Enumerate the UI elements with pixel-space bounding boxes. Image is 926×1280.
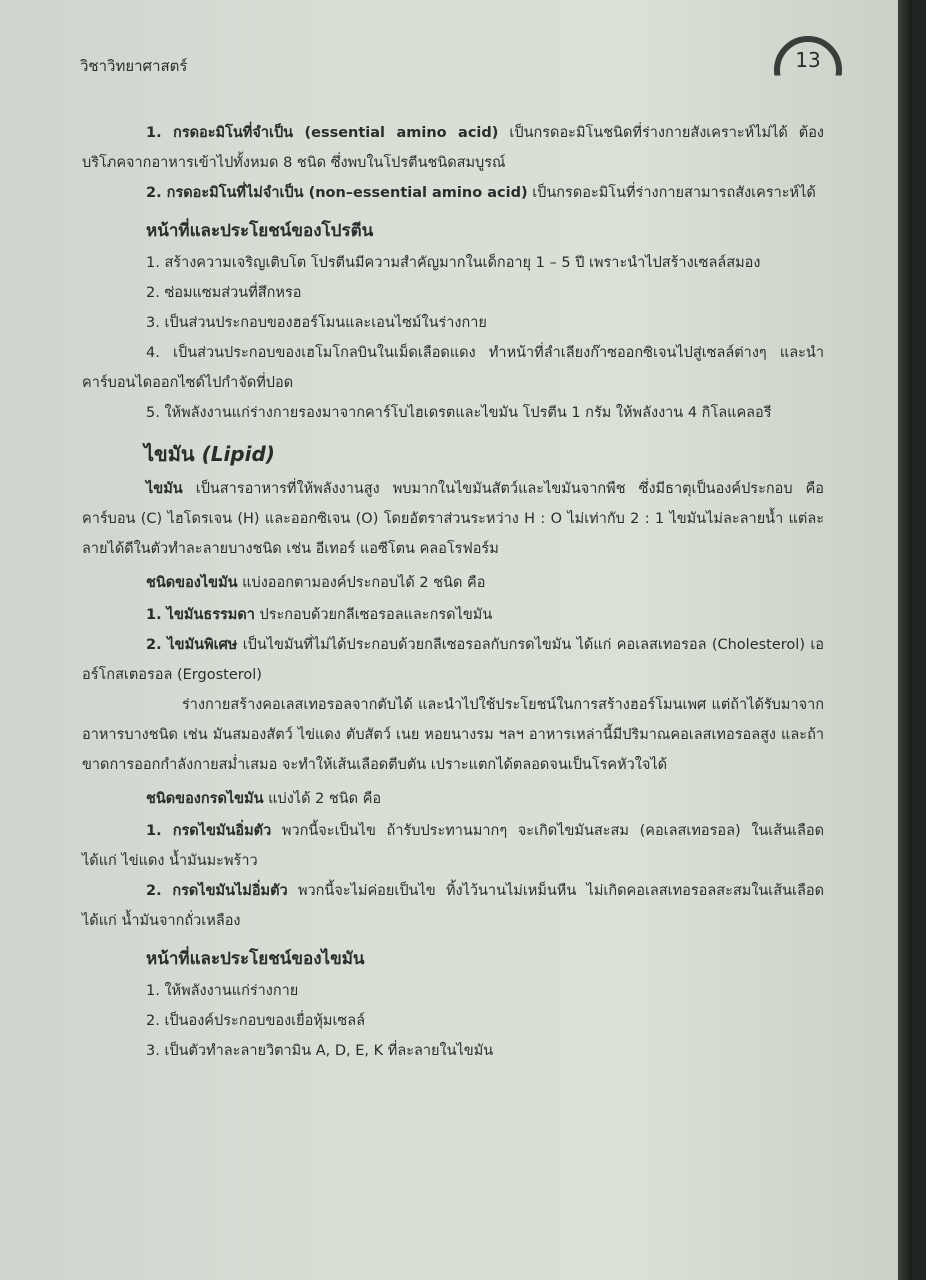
item-number: 2. (146, 185, 162, 201)
list-item: 1. สร้างความเจริญเติบโต โปรตีนมีความสำคัญมากในเด็กอายุ 1 – 5 ปี เพราะนำไปสร้างเซลล์สมอง (146, 255, 761, 271)
lipid-title-en: (Lipid) (201, 442, 275, 466)
intro-term: ไขมัน (146, 481, 183, 497)
item-text: พวกนี้จะไม่ค่อยเป็นไข ทิ้งไว้นานไม่เหม็นหืน ไม่เกิดคอเลสเทอรอลสะสมในเส้นเลือด ได้แก่ น้ำมันจากถั่วเหลือง (82, 883, 824, 929)
list-item: 2. ซ่อมแซมส่วนที่สึกหรอ (146, 285, 302, 301)
list-item: 3. เป็นส่วนประกอบของฮอร์โมนและเอนไซม์ในร่างกาย (146, 315, 487, 331)
item-number: 2. (146, 637, 162, 653)
item-term: ไขมันธรรมดา (166, 607, 255, 623)
lipid-title-th: ไขมัน (144, 442, 195, 466)
lipid-functions-heading: หน้าที่และประโยชน์ของไขมัน (146, 949, 365, 969)
list-item: 2. เป็นองค์ประกอบของเยื่อหุ้มเซลล์ (146, 1013, 366, 1029)
list-item: 4. เป็นส่วนประกอบของเฮโมโกลบินในเม็ดเลือดแดง ทำหน้าที่ลำเลียงก๊าซออกซิเจนไปสู่เซลล์ต่างๆ และนำคาร์บอนไดออกไซด์ไปกำจัดที่ปอด (82, 345, 824, 391)
book-binding-edge (898, 0, 912, 1280)
amino-acid-item-2 (82, 178, 824, 208)
list-item: 3. เป็นตัวทำละลายวิตามิน A, D, E, K ที่ละลายในไขมัน (146, 1043, 494, 1059)
item-term: ไขมันพิเศษ (167, 637, 238, 653)
item-number: 2. (146, 883, 162, 899)
item-number: 1. (146, 125, 162, 141)
list-item: 5. ให้พลังงานแก่ร่างกายรองมาจากคาร์โบไฮเดรตและไขมัน โปรตีน 1 กรัม ให้พลังงาน 4 กิโลแคลอรี (146, 405, 772, 421)
item-text: ประกอบด้วยกลีเซอรอลและกรดไขมัน (259, 607, 493, 623)
types-text: แบ่งออกตามองค์ประกอบได้ 2 ชนิด คือ (242, 575, 486, 591)
item-term: กรดอะมิโนที่ไม่จำเป็น (non–essential amino acid) (166, 185, 528, 201)
item-text: เป็นไขมันที่ไม่ได้ประกอบด้วยกลีเซอรอลกับกรดไขมัน ได้แก่ คอเลสเทอรอล (Cholesterol) เออร์โกสเตอรอล (Ergosterol) (82, 637, 824, 683)
amino-acid-item-1 (82, 118, 824, 178)
protein-functions-heading: หน้าที่และประโยชน์ของโปรตีน (146, 221, 374, 241)
subject-title: วิชาวิทยาศาสตร์ (80, 57, 188, 75)
lipid-title (144, 438, 824, 470)
fatty-heading: ชนิดของกรดไขมัน (146, 791, 264, 807)
fatty-acid-item-2 (82, 876, 824, 936)
item-term: กรดไขมันอิ่มตัว (172, 823, 272, 839)
page-header (80, 48, 850, 76)
item-text: เป็นกรดอะมิโนที่ร่างกายสามารถสังเคราะห์ได้ (532, 185, 816, 201)
cholesterol-paragraph: ร่างกายสร้างคอเลสเทอรอลจากตับได้ และนำไปใช้ประโยชน์ในการสร้างฮอร์โมนเพศ แต่ถ้าได้รับมาจากอาหารบางชนิด เช่น มันสมองสัตว์ ไข่แดง ตับสัตว์ เนย หอยนางรม ฯลฯ อาหารเหล่านี้มีปริมาณคอเลสเทอรอลสูง และถ้าขาดการออกกำลังกายสม่ำเสมอ จะทำให้เส้นเลือดตีบตัน เปราะแตกได้ตลอดจนเป็นโรคหัวใจได้ (82, 697, 824, 773)
page-number: 13 (795, 48, 821, 72)
item-number: 1. (146, 823, 162, 839)
fatty-acid-item-1 (82, 816, 824, 876)
fatty-text: แบ่งได้ 2 ชนิด คือ (268, 791, 382, 807)
item-term: กรดอะมิโนที่จำเป็น (essential amino acid) (173, 125, 499, 141)
list-item: 1. ให้พลังงานแก่ร่างกาย (146, 983, 299, 999)
lipid-type-1 (82, 600, 824, 630)
intro-text: เป็นสารอาหารที่ให้พลังงานสูง พบมากในไขมันสัตว์และไขมันจากพืช ซึ่งมีธาตุเป็นองค์ประกอบ คือ คาร์บอน (C) ไฮโดรเจน (H) และออกซิเจน (O) โดยอัตราส่วนระหว่าง H : O ไม่เท่ากับ 2 : 1 ไขมันไม่ละลายน้ำ แต่ละลายได้ดีในตัวทำละลายบางชนิด เช่น อีเทอร์ แอซีโตน คลอโรฟอร์ม (82, 481, 824, 557)
page-body (82, 118, 824, 1066)
page-number-badge (774, 36, 850, 76)
item-number: 1. (146, 607, 162, 623)
item-text: พวกนี้จะเป็นไข ถ้ารับประทานมากๆ จะเกิดไขมันสะสม (คอเลสเทอรอล) ในเส้นเลือด ได้แก่ ไข่แดง น้ำมันมะพร้าว (82, 823, 824, 869)
fatty-acid-types-heading (146, 784, 824, 814)
item-text: เป็นกรดอะมิโนชนิดที่ร่างกายสังเคราะห์ไม่ได้ ต้องบริโภคจากอาหารเข้าไปทั้งหมด 8 ชนิด ซึ่งพบในโปรตีนชนิดสมบูรณ์ (82, 125, 824, 171)
lipid-types-heading (146, 568, 824, 598)
types-heading: ชนิดของไขมัน (146, 575, 238, 591)
lipid-intro (82, 474, 824, 564)
item-term: กรดไขมันไม่อิ่มตัว (172, 883, 288, 899)
lipid-type-2 (82, 630, 824, 690)
